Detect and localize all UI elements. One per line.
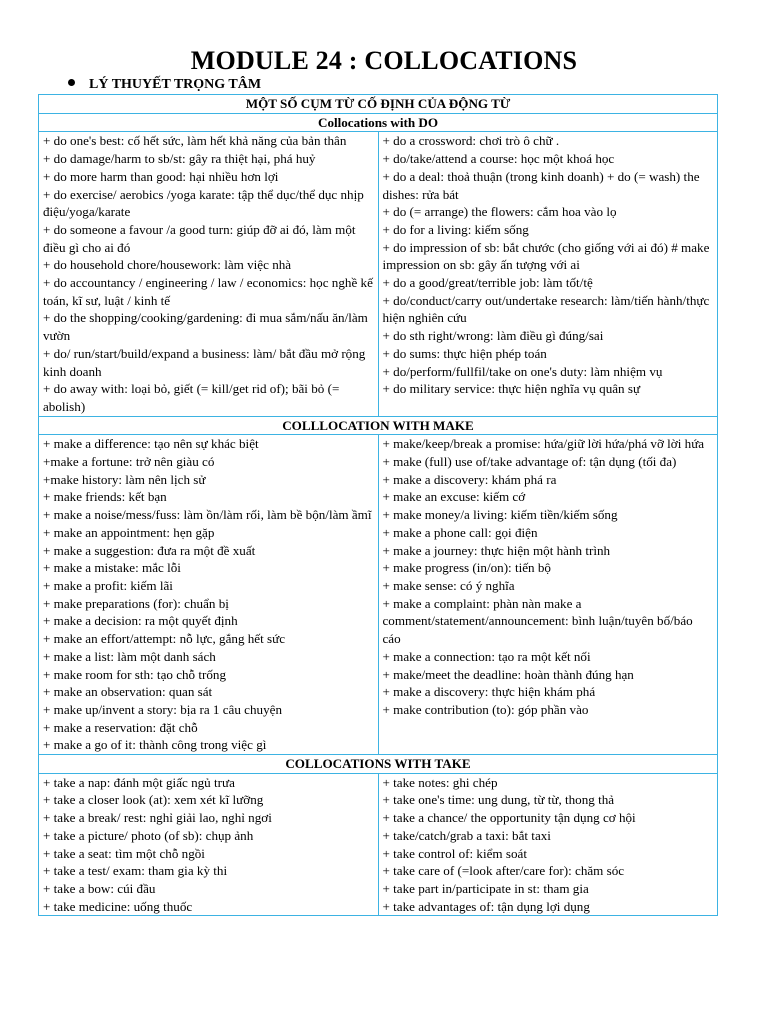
list-item: + make a profit: kiếm lãi — [43, 577, 173, 593]
section-heading-take: COLLOCATIONS WITH TAKE — [39, 755, 718, 774]
right-column — [378, 773, 718, 916]
list-item: + do damage/harm to sb/st: gây ra thiệt hại, phá huỷ — [43, 151, 316, 167]
list-item: + make preparations (for): chuẩn bị — [43, 595, 229, 611]
list-item: + make a phone call: gọi điện — [382, 524, 538, 540]
list-item: +make a fortune: trở nên giàu có — [43, 454, 215, 470]
right-column — [378, 132, 718, 416]
section-heading-row — [39, 113, 718, 132]
page-title: MODULE 24 : COLLOCATIONS — [190, 46, 578, 75]
list-item: + take advantages of: tận dụng lợi dụng — [382, 898, 590, 914]
list-item: + make a decision: ra một quyết định — [43, 613, 238, 629]
list-item: + take part in/participate in st: tham gia — [382, 880, 589, 896]
table-header: MỘT SỐ CỤM TỪ CỐ ĐỊNH CỦA ĐỘNG TỪ — [39, 95, 718, 114]
list-item: + do/perform/fullfil/take on one's duty: làm nhiệm vụ — [382, 363, 663, 379]
list-item: + do household chore/housework: làm việc nhà — [43, 257, 292, 273]
list-item: + take one's time: ung dung, từ từ, thong thả — [382, 792, 615, 808]
list-item: + make sense: có ý nghĩa — [382, 577, 515, 593]
list-item: + do sums: thực hiện phép toán — [382, 345, 547, 361]
list-item: + take a break/ rest: nghỉ giải lao, nghỉ ngơi — [43, 810, 272, 826]
list-item: + make a noise/mess/fuss: làm ồn/làm rối, làm bề bộn/làm ầmĩ — [43, 507, 372, 523]
list-item: + do a good/great/terrible job: làm tốt/tệ — [382, 275, 593, 291]
list-item: + do one's best: cố hết sức, làm hết khả năng của bản thân — [43, 133, 347, 149]
table-header-row — [39, 95, 718, 114]
list-item: + make an effort/attempt: nỗ lực, gắng hết sức — [43, 631, 286, 647]
list-item: + take a bow: cúi đầu — [43, 880, 156, 896]
list-item: + make progress (in/on): tiến bộ — [382, 560, 551, 576]
list-item: + make a difference: tạo nên sự khác biệt — [43, 436, 259, 452]
section-heading-make: COLLLOCATION WITH MAKE — [39, 416, 718, 435]
section-heading-row — [39, 416, 718, 435]
list-item: + do more harm than good: hại nhiều hơn lợi — [43, 168, 279, 184]
left-column — [39, 773, 379, 916]
list-item: + make a connection: tạo ra một kết nối — [382, 648, 591, 664]
section-subtitle — [68, 77, 261, 93]
list-item: + take a seat: tìm một chỗ ngồi — [43, 845, 205, 861]
list-item: + make a mistake: mắc lỗi — [43, 560, 181, 576]
list-item: + do someone a favour /a good turn: giúp đỡ ai đó, làm một điều gì cho ai đó — [43, 221, 356, 255]
list-item: + make friends: kết bạn — [43, 489, 167, 505]
list-item: + take notes: ghi chép — [382, 774, 498, 790]
list-item: + make a journey: thực hiện một hành trình — [382, 542, 611, 558]
section-body-row — [39, 773, 718, 916]
list-item: + do sth right/wrong: làm điều gì đúng/sai — [382, 328, 604, 344]
list-item: + make a reservation: đặt chỗ — [43, 719, 198, 735]
subtitle-text: LÝ THUYẾT TRỌNG TÂM — [89, 77, 262, 92]
list-item: +make history: làm nên lịch sử — [43, 471, 206, 487]
list-item: + do a crossword: chơi trò ô chữ . — [382, 133, 560, 149]
right-column — [378, 435, 718, 755]
list-item: + do for a living: kiếm sống — [382, 221, 529, 237]
list-item: + do/ run/start/build/expand a business: làm/ bắt đầu mở rộng kinh doanh — [43, 345, 366, 379]
list-item: + take medicine: uống thuốc — [43, 898, 193, 914]
list-item: + make an excuse: kiếm cớ — [382, 489, 526, 505]
list-item: + take a picture/ photo (of sb): chụp ảnh — [43, 827, 254, 843]
list-item: + make (full) use of/take advantage of: tận dụng (tối đa) — [382, 454, 677, 470]
list-item: + make/keep/break a promise: hứa/giữ lời hứa/phá vỡ lời hứa — [382, 436, 705, 452]
list-item: + make a suggestion: đưa ra một đề xuất — [43, 542, 256, 558]
list-item: + do military service: thực hiện nghĩa vụ quân sự — [382, 381, 641, 397]
list-item: + do (= arrange) the flowers: cắm hoa vào lọ — [382, 204, 617, 220]
section-body-row — [39, 435, 718, 755]
list-item: + take a test/ exam: tham gia kỳ thi — [43, 863, 228, 879]
list-item: + make a discovery: thực hiện khám phá — [382, 684, 596, 700]
section-heading-do: Collocations with DO — [39, 113, 718, 132]
list-item: + make room for sth: tạo chỗ trống — [43, 666, 227, 682]
list-item: + make a discovery: khám phá ra — [382, 471, 557, 487]
list-item: + do accountancy / engineering / law / economics: học nghề kế toán, kĩ sư, luật / kinh tế — [43, 275, 373, 308]
left-column — [39, 435, 379, 755]
section-body-row — [39, 132, 718, 416]
list-item: + do/take/attend a course: học một khoá học — [382, 151, 615, 167]
list-item: + make money/a living: kiếm tiền/kiếm sống — [382, 507, 618, 523]
list-item: + take a closer look (at): xem xét kĩ lưỡng — [43, 792, 264, 808]
left-column — [39, 132, 379, 416]
list-item: + take control of: kiểm soát — [382, 845, 527, 861]
list-item: + do a deal: thoả thuận (trong kinh doanh) + do (= wash) the dishes: rửa bát — [382, 168, 700, 202]
section-heading-row — [39, 755, 718, 774]
list-item: + make/meet the deadline: hoàn thành đúng hạn — [382, 666, 634, 682]
list-item: + take a nap: đánh một giấc ngủ trưa — [43, 774, 235, 790]
list-item: + make a list: làm một danh sách — [43, 648, 216, 664]
list-item: + do the shopping/cooking/gardening: đi mua sắm/nấu ăn/làm vườn — [43, 310, 368, 344]
list-item: + take care of (=look after/care for): chăm sóc — [382, 863, 625, 879]
list-item: + make up/invent a story: bịa ra 1 câu chuyện — [43, 701, 282, 717]
list-item: + take a chance/ the opportunity tận dụng cơ hội — [382, 810, 636, 826]
list-item: + take/catch/grab a taxi: bắt taxi — [382, 827, 551, 843]
list-item: + do/conduct/carry out/undertake research: làm/tiến hành/thực hiện nghiên cứu — [382, 292, 710, 326]
list-item: + do exercise/ aerobics /yoga karate: tập thể dục/thể dục nhịp điệu/yoga/karate — [43, 186, 364, 220]
list-item: + make a go of it: thành công trong việc gì — [43, 737, 267, 753]
list-item: + make an observation: quan sát — [43, 684, 213, 700]
list-item: + make a complaint: phàn nàn make a comment/statement/announcement: bình luận/tuyên bố/báo cáo — [382, 595, 693, 647]
collocation-table — [38, 94, 718, 916]
bullet-icon — [68, 79, 75, 86]
list-item: + make an appointment: hẹn gặp — [43, 524, 215, 540]
list-item: + do impression of sb: bắt chước (cho giống với ai đó) # make impression on sb: gây ấn tượng với ai — [382, 239, 710, 273]
list-item: + do away with: loại bỏ, giết (= kill/get rid of); bãi bỏ (= abolish) — [43, 381, 340, 414]
list-item: + make contribution (to): góp phần vào — [382, 701, 589, 717]
